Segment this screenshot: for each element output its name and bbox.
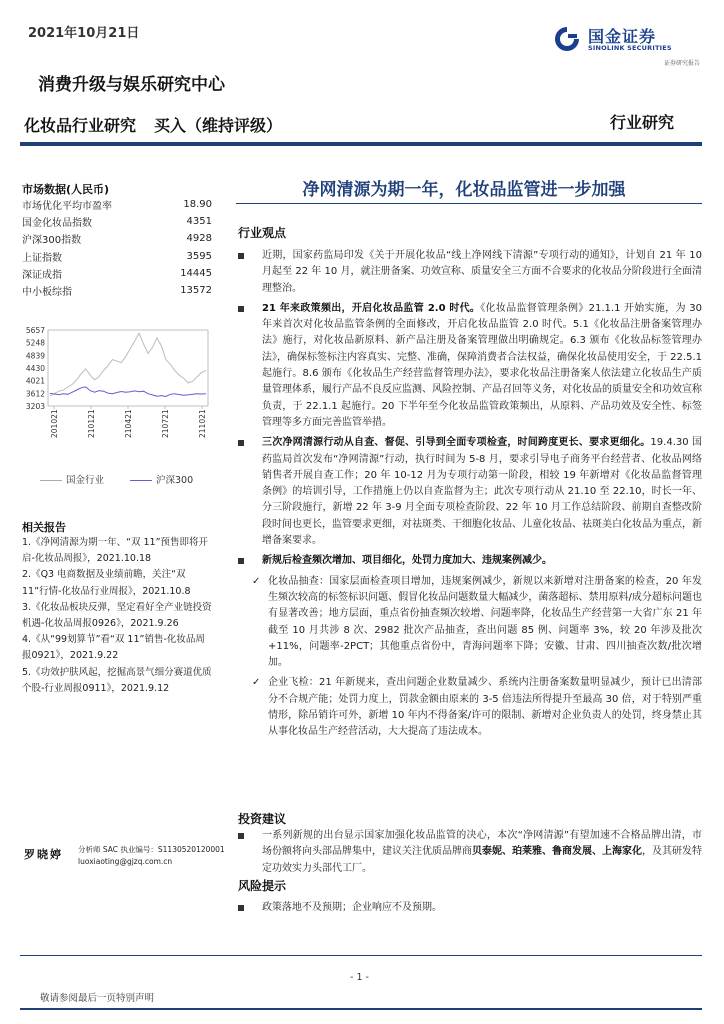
view-paragraph-1 [238,248,702,297]
risk-paragraph [238,900,702,916]
chart-series-line-1 [50,333,206,396]
section-risk-title: 风险提示 [238,879,287,893]
view-subparagraph-1 [238,574,702,672]
market-data-value: 3595 [186,250,212,262]
author-email[interactable]: luoxiaoting@gjzq.com.cn [78,857,173,866]
author-name: 罗晓婷 [24,848,63,861]
legend-label-2: 沪深300 [156,475,194,486]
market-data-title: 市场数据(人民币) [22,183,110,196]
market-data-label: 中小板综指 [22,287,72,299]
related-report-item[interactable]: 3.《化妆品板块反弹，坚定看好全产业链投资机遇-化妆品周报0926》，2021.9.26 [22,601,212,630]
market-data-value: 4351 [186,216,212,228]
related-report-item[interactable]: 4.《从“99划算节”看“双 11”销售-化妆品周报0921》，2021.9.22 [22,634,205,662]
legend-series-1 [40,472,104,486]
risk-body [238,900,702,920]
view-paragraph-2 [238,301,702,431]
market-data-label: 上证指数 [22,252,62,264]
industry-rating-line [24,113,282,136]
logo-subtitle: 证券研究报告 [664,60,701,67]
market-data-row [22,248,212,265]
page-number: - 1 - [350,972,369,983]
report-type: 行业研究 [610,113,675,132]
view-subparagraph-2 [238,675,702,740]
market-data-label: 市场优化平均市盈率 [22,201,112,213]
market-data-label: 深证成指 [22,269,62,281]
legend-label-1: 国金行业 [66,475,105,486]
rating: 买入（维持评级） [154,116,283,135]
market-data-value: 13572 [180,285,212,297]
market-data-row [22,213,212,230]
x-tick-label: 210721 [161,409,170,438]
logo-cn-text: 国金证券 [588,27,657,46]
square-bullet-icon [238,833,244,839]
market-data-row [22,282,212,299]
index-line-chart [18,318,214,458]
paragraph-text: 《化妆品监督管理条例》21.1.1 开始实施，为 30 年来首次对化妆品监管条例的全面修改，开启化妆品监管 2.0 时代。5.1《化妆品注册备案管理办法》施行，对化妆品新原料、新产品注册及备案管理做出明确规定。6.3 颁布《化妆品标签管理办法》，确保标签标注内容真实、完整、准确，保障消费者合法权益，确保化妆品使用安全，于 22.5.1 起施行。8.6 颁布《化妆品生产经营监督管理办法》，要求化妆品注册备案人依法建立化妆品生产质量管理体系，履行产品不良反应监测、风险控制、产品召回等义务，对化妆品的质量安全和功效宣称负责，于 22.1.1 起施行。20 下半年至今化妆品监管政策频出，从原料、产品功效及安全性、标签管理等多方面完善监管举措。 [262,302,702,428]
check-icon: ✓ [252,677,261,689]
market-data-label: 沪深300指数 [22,235,82,247]
y-tick-label: 5248 [25,338,45,348]
market-data-value: 14445 [180,267,212,279]
paragraph-text: 19.4.30 国药监局首次发布“净网清源”行动，执行时间为 5-8 月，要求引导电子商务平台经营者、化妆品网络销售者开展自查工作；20 年 10-12 月为专项行动第一阶段，相较 19 年新增对《化妆品监督管理条例》的培训引导，工作措施上仍以自查监督为主；此次专项行动从 21.10 至 22.10，时长一年、分三阶段施行，新增 22 年 3-9 月全面专项检查阶段、22 年 10 月工作总结阶段、前期自查整改阶段时间也更长，监管要求更细，对祛斑类、干细胞化妆品、儿童化妆品、祛斑美白化妆品为重点，新增备案要求。 [262,437,702,547]
legend-swatch-1 [40,480,62,481]
paragraph-text: 近期，国家药监局印发《关于开展化妆品“线上净网线下清源”专项行动的通知》，计划自 21 年 10 月起至 22 年 10 月，就注册备案、功效宣称、质量安全三方面不合要求的化妆品分阶段进行全面清理整治。 [262,250,702,294]
market-data-row [22,265,212,282]
logo-en-text: SINOLINK SECURITIES [588,44,672,52]
chart-frame [48,330,208,406]
view-paragraph-4 [238,553,702,569]
x-tick-label: 211021 [198,409,207,438]
chart-series-line-2 [50,387,206,397]
square-bullet-icon [238,440,244,446]
recommended-companies: 贝泰妮、珀莱雅、鲁商发展、上海家化 [472,846,642,858]
author-cert: 分析师 SAC 执业编号：S1130520120001 [78,845,225,854]
sinolink-logo-icon [552,24,582,54]
related-report-item[interactable]: 5.《功效护肤风起，挖掘高景气细分赛道优质个股-行业周报0911》，2021.9.12 [22,666,212,694]
market-data-table [22,196,212,299]
y-tick-label: 4839 [25,351,45,361]
header-divider [20,142,702,146]
paragraph-text: 化妆品抽查：国家层面检查项目增加，违规案例减少，新规以来新增对注册备案的检查，20 年发生频次较高的标签标识问题、假冒化妆品问题数量大幅减少，菌落超标、禁用原料/成分超标问题也有显著改善；地方层面，重点省份抽查频次较增、问题率降，化妆品生产经营第一大省广东 21 年截至 10 月共涉 8 次、2982 批次产品抽查，查出问题 85 例、问题率 3%，较 20 年涉及批次+11%，问题率-2PCT；其他重点省份中，青海问题率下降；安徽、甘肃、四川抽查次数/批次增加。 [268,575,702,669]
x-tick-label: 210421 [124,409,133,438]
square-bullet-icon [238,558,244,564]
legend-series-2 [130,472,193,486]
square-bullet-icon [238,306,244,312]
report-date: 2021年10月21日 [28,26,140,41]
section-view-title: 行业观点 [238,226,287,240]
x-tick-label: 201021 [50,409,59,438]
invest-paragraph [238,828,702,877]
paragraph-text: 政策落地不及预期；企业响应不及预期。 [262,902,442,913]
disclaimer-note: 敬请参阅最后一页特别声明 [40,993,155,1004]
related-reports-title: 相关报告 [22,521,66,534]
related-report-item[interactable]: 2.《Q3 电商数据及业绩前瞻，关注“双11”行情-化妆品行业周报》，2021.10.8 [22,569,191,597]
chart-legend [40,472,193,486]
invest-body [238,828,702,881]
market-data-row [22,196,212,213]
industry-name: 化妆品行业研究 [24,116,137,135]
x-tick-label: 210121 [87,409,96,438]
paragraph-tail: ，及其研发特定功效实力头部代工厂。 [262,846,702,874]
square-bullet-icon [238,905,244,911]
paragraph-text: 企业飞检：21 年新规来，查出问题企业数量减少、系统内注册备案数量明显减少，预计已出清部分不合规产能；处罚力度上，罚款金额由原来的 3-5 倍违法所得提升至最高 30 倍，对于特别严重情形，除吊销许可外，新增 10 年内不得备案/许可的限制、新增对企业负责人的处罚，终身禁止其从事化妆品生产经营活动，大大提高了违法成本。 [268,677,702,738]
author-info [78,844,238,868]
title-divider [236,203,702,204]
square-bullet-icon [238,253,244,259]
market-data-row [22,230,212,247]
industry-view-body [238,248,702,745]
y-tick-label: 4021 [25,376,45,386]
paragraph-lead: 三次净网清源行动从自查、督促、引导到全面专项检查，时间跨度更长、要求更细化。 [262,437,651,449]
footer-divider [20,955,702,956]
y-tick-label: 4430 [25,364,45,373]
view-paragraph-3 [238,435,702,549]
paragraph-lead: 新规后检查频次增加、项目细化，处罚力度加大、违规案例减少。 [262,555,552,567]
y-tick-label: 3612 [25,389,45,399]
y-tick-label: 5657 [25,326,45,335]
section-invest-title: 投资建议 [238,812,287,826]
report-title: 净网清源为期一年，化妆品监管进一步加强 [302,180,626,200]
footer-bar [20,1008,702,1010]
market-data-value: 4928 [186,233,212,245]
related-report-item[interactable]: 1.《净网清源为期一年、“双 11”预售即将开启-化妆品周报》，2021.10.18 [22,537,209,565]
market-data-value: 18.90 [183,199,212,211]
paragraph-lead: 21 年来政策频出，开启化妆品监管 2.0 时代。 [262,302,481,314]
legend-swatch-2 [130,480,152,481]
market-data-label: 国金化妆品指数 [22,218,92,230]
paragraph-text: 一系列新规的出台显示国家加强化妆品监管的决心，本次“净网清源”有望加速不合格品牌出清，市场份额将向头部品牌集中，建议关注优质品牌商 [262,830,702,858]
company-logo [552,18,702,70]
check-icon: ✓ [252,575,261,587]
research-center: 消费升级与娱乐研究中心 [38,75,225,95]
related-reports-list [22,535,212,697]
y-tick-label: 3203 [25,402,45,411]
